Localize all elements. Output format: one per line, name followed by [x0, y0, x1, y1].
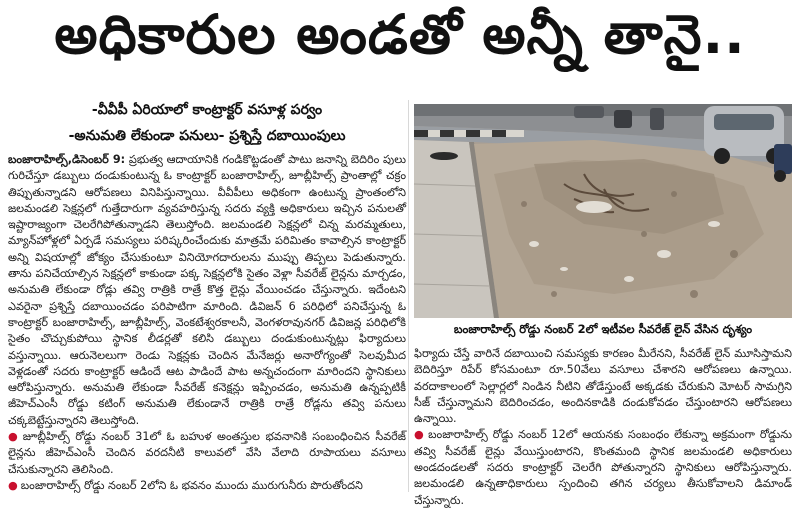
bullet-icon: ●: [8, 430, 20, 444]
bullet-text: బంజారాహిల్స్ రోడ్డు నంబర్ 12లో ఆయనకు సంబంధం లేకున్నా అక్రమంగా రోడ్డును తవ్వి సీవరేజ్ లైన్లు వేయిస్తుంటారని, కొంతమంది స్థానిక జలమండలి అధికారులు అండదండలతో సదరు కాంట్రాక్టర్ చెలరేగి పోతున్నారని స్థానికులు ఆరోపిస్తున్నారు. జలమండలి ఉన్నతాధికారులు స్పందించి తగిన చర్యలు తీసుకోవాలని డిమాండ్ చేస్తున్నారు.: [414, 428, 792, 507]
bullet-icon: ●: [414, 428, 426, 442]
paragraph-text: ప్రభుత్వ ఆదాయానికి గండికొట్టడంతో పాటు జనాన్ని బెదిరిం పులు గురిచేస్తూ డబ్బులు దండుకుంటున్న ఓ కాంట్రాక్టర్ బంజారాహిల్స్, జూబ్లీహిల్స్ ప్రాంతాల్లో చక్రం తిప్పుతున్నాడని ఆరోపణలు వినిపిస్తున్నాయి. వీవీపీలు అధికంగా ఉంటున్న ప్రాంతంలోని జలమండలి సెక్షన్లలో గుత్తేదారుగా వ్యవహరిస్తున్న సదరు వ్యక్తి అధికారులు ఇచ్చిన పనులతో ఇష్టారాజ్యంగా చెలరేగిపోతున్నాడని తెలుస్తోంది. జలమండలి సెక్షన్లలో చిన్న మరమ్మతులు, మ్యాన్‌హోళ్లలో ఏర్పడే సమస్యలు పరిష్కరించేందుకు మాత్రమే పరిమితం కావాల్సిన కాంట్రాక్టర్ అన్ని విషయాల్లో జోక్యం చేసుకుంటూ వినియోగదారులను ముప్పు తిప్పలు పెడుతున్నారు. తాను పనిచేయాల్సిన సెక్షన్లలో కాకుండా పక్క సెక్షన్లలోకి సైతం వెళ్లా సీవరేజ్ లైన్లను మార్చడం, అనుమతి లేకుండా రోడ్లు తవ్వి రాత్రికి రాత్రే కొత్త లైన్లు వేయించడం చేస్తున్నారు. ఇదేంటని ఎవరైనా ప్రశ్నిస్తే దబాయించడం పరిపాటిగా మారింది. డివిజన్ 6 పరిధిలో పనిచేస్తున్న ఓ కాంట్రాక్టర్ బంజారాహిల్స్, జూబ్లీహిల్స్, వెంకటేశ్వరకాలనీ, వెంగళరావునగర్ డివిజన్ల పరిధిలోకి సైతం చొచ్చుకుపోయి స్థానిక లీడర్లతో కలిసి డబ్బులు దండుకుంటున్నట్లు ఫిర్యాదులు వస్తున్నాయి. ఆరునెలలుగా రెండు సెక్షన్లకు చెందిన మేనేజర్లు అనారోగ్యంతో సెలవుమీద వెళ్లడంతో సదరు కాంట్రాక్టర్ ఆడిందే ఆట పాడిందే పాట అన్నచందంగా మారిందని స్థానికులు ఆరోపిస్తున్నారు. అనుమతి లేకుండా సీవరేజ్ కనెక్షన్లు ఇప్పించడం, అనుమతి ఉన్నప్పటికీ జీహెచ్‌ఎంసీ రోడ్డు కటింగ్ అనుమతి లేకుండానే రాత్రికి రాత్రే రోడ్లను తవ్వి పనులు చక్కబెట్టేస్తున్నారని తెలుస్తోంది.: [8, 153, 406, 427]
subheadline-2: -అనుమతి లేకుండా పనులు- ప్రశ్నిస్తే దబాయింపులు: [68, 128, 346, 144]
bullet-item: [414, 427, 792, 508]
bullet-text: జూబ్లీహిల్స్ రోడ్డు నంబర్ 31లో ఓ బహుళ అంతస్తుల భవనానికి సంబంధించిన సీవరేజ్ లైన్లను జీహెచ్‌ఎంసీ చెందిన వరదనీటి కాలువలో వేసి వేలాది రూపాయలు వసూలు చేసుకున్నారని తెలిసింది.: [8, 430, 406, 476]
article-right-column: [414, 346, 792, 507]
bullet-text: బంజారాహిల్స్ రోడ్డు నంబర్ 2లోని ఓ భవనం ముందు మురుగునీరు పొరుతోందని: [20, 478, 363, 492]
headline: అధికారుల అండతో అన్నీ తానై..: [54, 2, 746, 66]
article-left-column: [8, 96, 406, 493]
article-paragraph: [8, 152, 406, 429]
subheadline-1: -వీవీపీ ఏరియాలో కాంట్రాక్టర్ వసూళ్ల పర్వం: [91, 102, 323, 118]
article-paragraph: ఫిర్యాదు చేస్తే వారినే దబాయించి సమస్యకు కారణం మీరేనని, సీవరేజ్ లైన్ మూసిస్తామని బెదిరిస్తూ రిపేర్ కోసమంటూ రూ.50వేలు వసూలు చేశారని ఆరోపణలు ఉన్నాయి. వరదాకాలంలో సెల్లార్లలో నిండిన నీటిని తోడేస్తుంటే అక్కడకు చేరుకుని మోటర్ సామగ్రిని సీజ్ చేస్తున్నామని బెదిరించడం, అందినకాడికి దండుకోవడం చేస్తుంటారని ఆరోపణలు ఉన్నాయి.: [414, 347, 792, 426]
photo-caption: బంజారాహిల్స్ రోడ్డు నంబర్ 2లో ఇటీవల సీవరేజ్ లైన్ వేసిన దృశ్యం: [414, 318, 792, 342]
bullet-icon: ●: [8, 478, 18, 492]
bullet-item: [8, 429, 406, 478]
column-divider: [408, 100, 409, 492]
news-photo: [414, 104, 792, 318]
dateline: బంజారాహిల్స్,డిసెంబర్ 9:: [8, 153, 126, 166]
road-excavation-photo: [414, 104, 792, 318]
bullet-item: [8, 478, 406, 494]
